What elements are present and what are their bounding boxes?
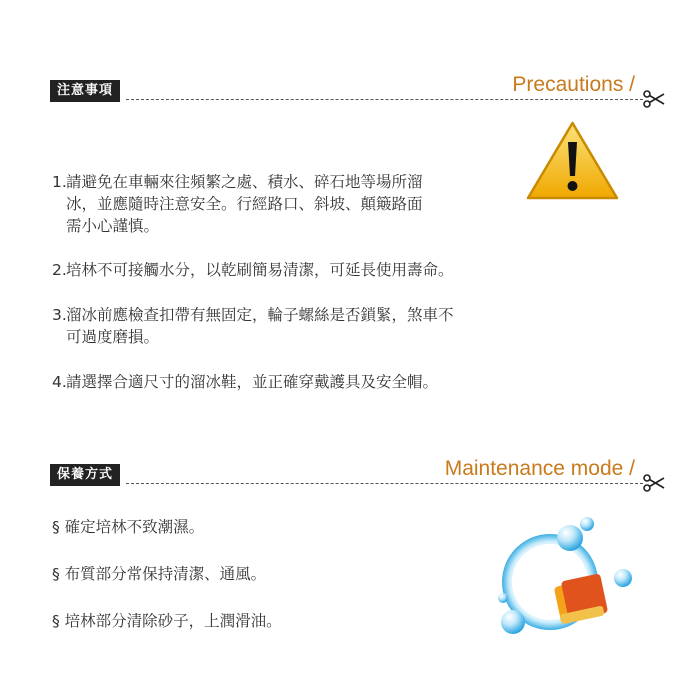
precaution-item-1: 1.請避免在車輛來往頻繁之處、積水、碎石地等場所溜 冰，並應隨時注意安全。行經路口、斜坡、顛簸路面 需小心謹慎。: [52, 173, 423, 235]
maintenance-title: Maintenance mode /: [444, 457, 635, 480]
precautions-title: Precautions /: [512, 73, 635, 96]
scissors-icon: [643, 474, 665, 492]
maintenance-item-3: § 培林部分清除砂子，上潤滑油。: [52, 612, 282, 630]
warning-icon: [525, 120, 620, 202]
precautions-divider: [126, 99, 643, 100]
maintenance-header: [50, 452, 665, 492]
precautions-header: [50, 68, 665, 108]
water-bubbles-icon: [495, 510, 640, 645]
maintenance-divider: [126, 483, 643, 484]
precaution-item-3: 3.溜冰前應檢查扣帶有無固定，輪子螺絲是否鎖緊，煞車不 可過度磨損。: [52, 306, 454, 346]
maintenance-item-2: § 布質部分常保持清潔、通風。: [52, 565, 267, 583]
precaution-item-2: 2.培林不可接觸水分，以乾刷簡易清潔，可延長使用壽命。: [52, 261, 454, 279]
maintenance-tag: 保養方式: [50, 464, 120, 486]
maintenance-item-1: § 確定培林不致潮濕。: [52, 518, 205, 536]
precautions-tag: 注意事項: [50, 80, 120, 102]
scissors-icon: [643, 90, 665, 108]
precaution-item-4: 4.請選擇合適尺寸的溜冰鞋，並正確穿戴護具及安全帽。: [52, 373, 439, 391]
